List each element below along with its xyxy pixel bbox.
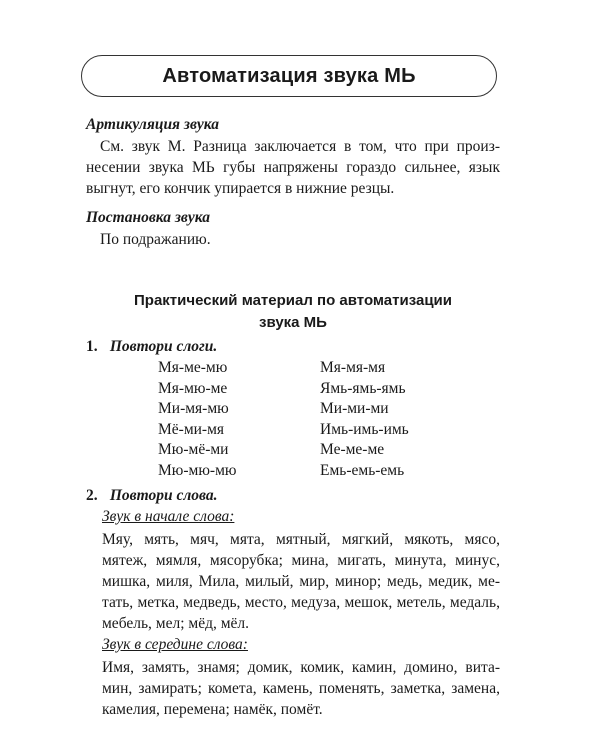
practical-title-line1: Практический материал по автоматизации xyxy=(134,292,452,309)
setting-text-value: По подражанию. xyxy=(100,231,211,248)
syllable-item: Ми-ми-ми xyxy=(320,400,389,417)
words-line: тать, метка, медведь, место, медуза, мешок, метель, медаль, xyxy=(102,594,500,611)
syllables-column-2 xyxy=(320,358,409,481)
syllable-item: Ме-ме-ме xyxy=(320,441,385,458)
words-line: Имя, замять, знамя; домик, комик, камин, домино, вита- xyxy=(102,659,500,676)
syllable-item: Мя-мя-мя xyxy=(320,359,386,376)
syllable-item: Мю-мё-ми xyxy=(158,441,229,458)
setting-text xyxy=(100,229,514,250)
articulation-paragraph xyxy=(86,136,500,199)
syllable-item: Мю-мю-мю xyxy=(158,461,237,479)
practical-title-line2: звука МЬ xyxy=(259,314,327,331)
syllable-item: Мя-мю-ме xyxy=(158,379,228,397)
start-heading: Звук в начале слова: xyxy=(102,508,235,525)
middle-words xyxy=(102,657,500,720)
syllables-column-1 xyxy=(158,358,236,481)
syllable-item: Ямь-ямь-ямь xyxy=(320,379,406,397)
task2-number: 2. xyxy=(86,487,98,504)
syllable-item: Мё-ми-мя xyxy=(158,420,225,438)
words-line: Мяу, мять, мяч, мята, мятный, мягкий, мякоть, мясо, xyxy=(102,531,500,548)
page-title: Автоматизация звука МЬ xyxy=(162,64,416,87)
words-line: мин, замирать; комета, камень, поменять, заметка, замена, xyxy=(102,680,500,697)
setting-heading: Постановка звука xyxy=(86,209,210,226)
words-line: мятеж, мямля, мясорубка; мина, мигать, минута, минус, xyxy=(102,552,500,569)
task1-number: 1. xyxy=(86,338,98,355)
syllable-item: Емь-емь-емь xyxy=(320,461,405,479)
middle-heading: Звук в середине слова: xyxy=(102,636,248,653)
syllable-item: Ми-мя-мю xyxy=(158,400,229,417)
words-line: камелия, перемена; намёк, помёт. xyxy=(102,701,323,718)
task2-heading xyxy=(86,487,217,505)
words-line: мебель, мел; мёд, мёл. xyxy=(102,615,250,632)
start-words xyxy=(102,529,500,634)
syllable-item: Имь-имь-имь xyxy=(320,420,409,438)
syllable-item: Мя-ме-мю xyxy=(158,359,228,376)
practical-title xyxy=(86,290,500,334)
task1-label: Повтори слоги. xyxy=(109,338,218,355)
task2-label: Повтори слова. xyxy=(109,487,218,504)
title-box xyxy=(81,55,497,97)
paragraph-line: несении звука МЬ губы напряжены гораздо сильнее, язык xyxy=(86,159,500,176)
words-line: мишка, миля, Мила, милый, мир, минор; медь, медик, ме- xyxy=(102,573,500,590)
paragraph-line: См. звук М. Разница заключается в том, что при произ- xyxy=(100,138,500,155)
task1-heading xyxy=(86,338,217,356)
paragraph-line: выгнут, его кончик упирается в нижние резцы. xyxy=(86,180,395,197)
articulation-heading: Артикуляция звука xyxy=(86,116,219,133)
